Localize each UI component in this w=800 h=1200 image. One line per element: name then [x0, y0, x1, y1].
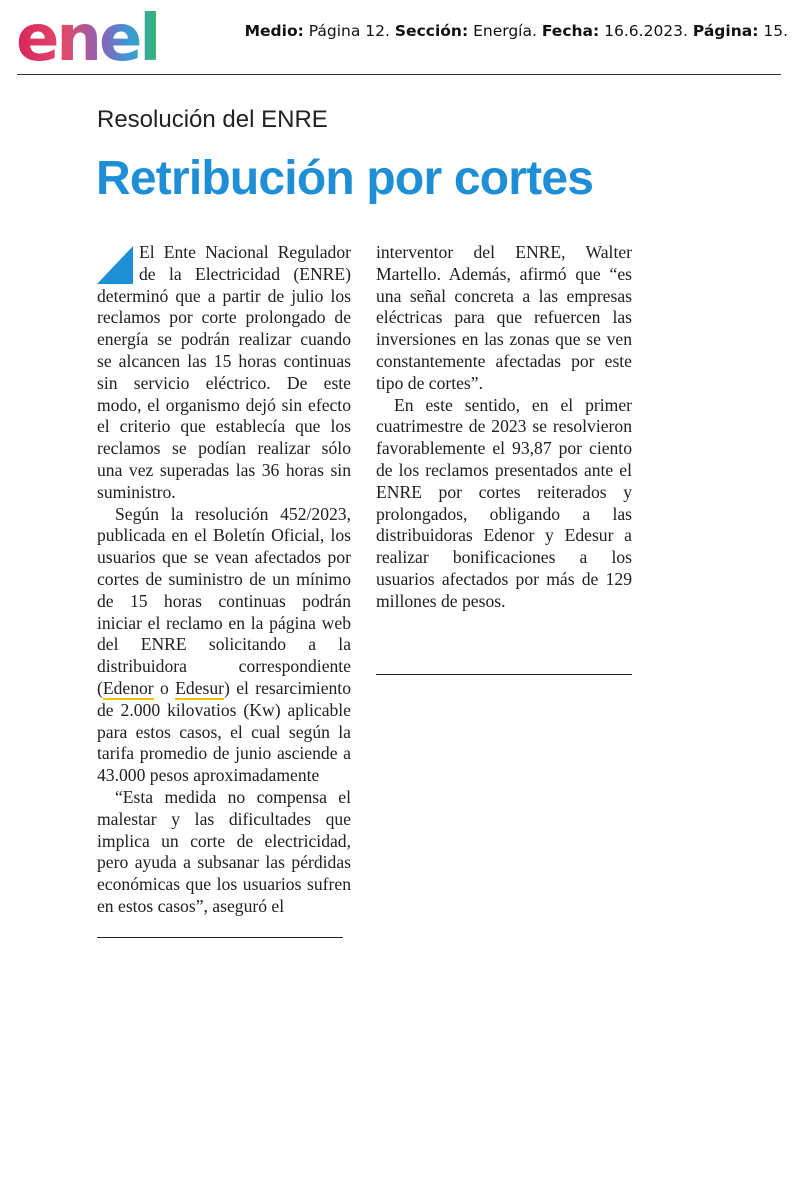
edenor-mention: Edenor — [102, 677, 154, 698]
paragraph-2-text-a: Según la resolución 452/2023, publicada en el Boletín Oficial, los usuarios que se vean afectados por cortes de suministro de un mínimo de 15 horas continuas podrán iniciar el reclamo en la página web del ENRE solicitando a la distribuidora correspondiente ( — [97, 503, 351, 698]
medio-value: Página 12. — [308, 22, 390, 40]
edesur-mention: Edesur — [175, 677, 225, 698]
seccion-label: Sección: — [394, 22, 469, 40]
fecha-value: 16.6.2023. — [604, 22, 688, 40]
paragraph-3-continued: interventor del ENRE, Walter Martello. Además, afirmó que “es una señal concreta a las empresas eléctricas para que refuercen las inversiones en las zonas que se ven constantemente afectadas por este tipo de cortes”. — [376, 242, 632, 393]
header-divider — [17, 74, 781, 75]
seccion-value: Energía. — [473, 22, 537, 40]
paragraph-4 — [376, 395, 632, 613]
right-column-end-rule — [376, 674, 632, 675]
medio-label: Medio: — [244, 22, 304, 40]
paragraph-3-text: “Esta medida no compensa el malestar y las dificultades que implica un corte de electricidad, pero ayuda a subsanar las pérdidas económicas que los usuarios sufren en estos casos”, aseguró el — [97, 786, 351, 916]
enel-logo — [16, 4, 178, 66]
paragraph-3 — [97, 787, 351, 918]
source-metadata — [245, 22, 788, 40]
article-headline: Retribución por cortes — [96, 152, 594, 205]
paragraph-4-text: En este sentido, en el primer cuatrimestre de 2023 se resolvieron favorablemente el 93,87 por ciento de los reclamos presentados ante el ENRE por cortes reiterados y prolongados, obligando a las distribuidoras Edenor y Edesur a realizar bonificaciones a los usuarios afectados por más de 129 millones de pesos. — [376, 394, 632, 611]
paragraph-1 — [97, 242, 351, 504]
fecha-label: Fecha: — [541, 22, 600, 40]
pagina-label: Página: — [692, 22, 759, 40]
article-column-right — [376, 242, 632, 613]
article-kicker: Resolución del ENRE — [97, 106, 328, 133]
pagina-value: 15. — [763, 22, 788, 40]
paragraph-2-text-b: ) el resarcimiento de 2.000 kilovatios (Kw) aplicable para estos casos, el cual según la tarifa promedio de junio asciende a 43.000 pesos aproximadamente — [97, 677, 351, 786]
paragraph-1-text: El Ente Nacional Regulador de la Electricidad (ENRE) determinó que a partir de julio los reclamos por corte prolongado de energía se podrán realizar cuando se alcancen las 15 horas continuas sin servicio eléctrico. De este modo, el organismo dejó sin efecto el criterio que establecía que los reclamos se podían realizar sólo una vez superadas las 36 horas sin suministro. — [97, 242, 351, 502]
paragraph-2 — [97, 504, 351, 787]
article-column-left — [97, 242, 351, 918]
triangle-dropcap-icon — [97, 244, 133, 284]
paragraph-2-connector: o — [153, 677, 176, 698]
left-column-end-rule — [97, 937, 343, 938]
svg-text:enel: enel — [16, 4, 159, 66]
